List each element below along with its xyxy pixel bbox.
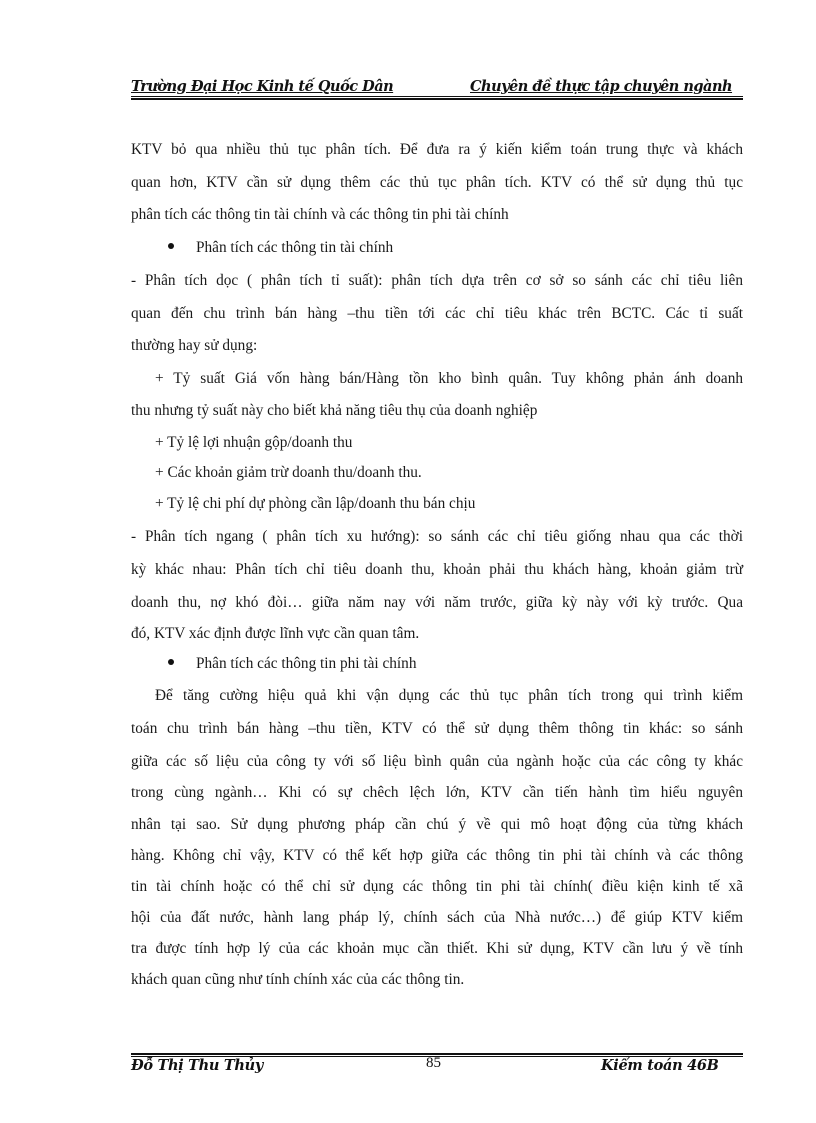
page-number: 85 bbox=[426, 1055, 441, 1071]
text-line: + Tỷ lệ chi phí dự phòng cần lập/doanh thu bán chịu bbox=[155, 495, 476, 512]
text-line: trong cùng ngành… Khi có sự chêch lệch lớn, KTV cần tiến hành tìm hiểu nguyên bbox=[131, 784, 743, 801]
text-line: Để tăng cường hiệu quả khi vận dụng các thủ tục phân tích trong qui trình kiểm bbox=[155, 687, 743, 704]
text-line: KTV bỏ qua nhiều thủ tục phân tích. Để đưa ra ý kiến kiểm toán trung thực và khách bbox=[131, 141, 743, 158]
footer-author: Đỗ Thị Thu Thủy bbox=[131, 1057, 264, 1074]
header-rule-thick bbox=[131, 98, 743, 100]
header-report-title: Chuyên đề thực tập chuyên ngành bbox=[470, 78, 733, 95]
text-line: thường hay sử dụng: bbox=[131, 337, 258, 354]
bullet-text: Phân tích các thông tin phi tài chính bbox=[196, 655, 417, 672]
header-rule-thin bbox=[131, 96, 743, 97]
bullet-text: Phân tích các thông tin tài chính bbox=[196, 239, 394, 256]
footer-class-label: Kiểm toán 46B bbox=[601, 1057, 719, 1074]
text-line: tra được tính hợp lý của các khoản mục cần thiết. Khi sử dụng, KTV cần lưu ý về tính bbox=[131, 940, 743, 957]
bullet-icon bbox=[168, 243, 174, 249]
text-line: toán chu trình bán hàng –thu tiền, KTV có thể sử dụng thêm thông tin khác: so sánh bbox=[131, 720, 743, 737]
text-line: hội của đất nước, hành lang pháp lý, chính sách của Nhà nước…) để giúp KTV kiểm bbox=[131, 909, 743, 926]
bullet-item bbox=[168, 237, 393, 259]
page-footer bbox=[131, 1053, 743, 1077]
text-line: phân tích các thông tin tài chính và các thông tin phi tài chính bbox=[131, 206, 509, 223]
text-line: giữa các số liệu của công ty với số liệu bình quân của ngành hoặc của các công ty khác bbox=[131, 753, 743, 770]
text-line: + Các khoản giảm trừ doanh thu/doanh thu. bbox=[155, 464, 422, 481]
text-line: - Phân tích ngang ( phân tích xu hướng): so sánh các chỉ tiêu giống nhau qua các thời bbox=[131, 528, 743, 545]
bullet-icon bbox=[168, 659, 174, 665]
text-line: tin tài chính hoặc có thể chỉ sử dụng các thông tin phi tài chính( điều kiện kinh tế xã bbox=[131, 878, 743, 895]
text-line: + Tỷ lệ lợi nhuận gộp/doanh thu bbox=[155, 434, 353, 451]
text-line: kỳ khác nhau: Phân tích chỉ tiêu doanh thu, khoản phải thu khách hàng, khoản giảm trừ bbox=[131, 561, 743, 578]
bullet-item bbox=[168, 653, 416, 675]
text-line: - Phân tích dọc ( phân tích tỉ suất): phân tích dựa trên cơ sở so sánh các chỉ tiêu liên bbox=[131, 272, 743, 289]
text-line: thu nhưng tỷ suất này cho biết khả năng tiêu thụ của doanh nghiệp bbox=[131, 402, 538, 419]
text-line: + Tỷ suất Giá vốn hàng bán/Hàng tồn kho bình quân. Tuy không phản ánh doanh bbox=[155, 370, 743, 387]
text-line: quan hơn, KTV cần sử dụng thêm các thủ tục phân tích. KTV có thể sử dụng thủ tục bbox=[131, 174, 743, 191]
text-line: doanh thu, nợ khó đòi… giữa năm nay với năm trước, giữa kỳ này với kỳ trước. Qua bbox=[131, 594, 743, 611]
text-line: đó, KTV xác định được lĩnh vực cần quan tâm. bbox=[131, 625, 420, 642]
text-line: quan đến chu trình bán hàng –thu tiền tới các chỉ tiêu khác trên BCTC. Các tỉ suất bbox=[131, 305, 743, 322]
header-university: Trường Đại Học Kinh tế Quốc Dân bbox=[131, 78, 394, 95]
text-line: nhân tại sao. Sử dụng phương pháp cần chú ý về qui mô hoạt động của từng khách bbox=[131, 816, 743, 833]
page-header bbox=[131, 76, 743, 98]
text-line: hàng. Không chỉ vậy, KTV có thể kết hợp giữa các thông tin phi tài chính và các thông bbox=[131, 847, 743, 864]
text-line: khách quan cũng như tính chính xác của các thông tin. bbox=[131, 971, 465, 988]
